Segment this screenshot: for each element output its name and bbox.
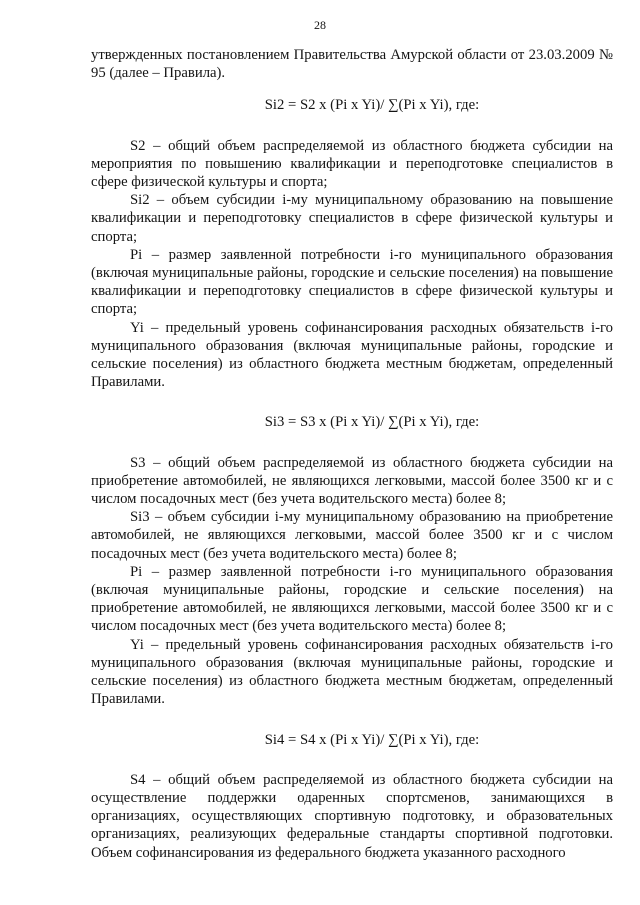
- formula-si4: Si4 = S4 x (Pi x Yi)/ ∑(Pi x Yi), где:: [264, 731, 480, 748]
- definition-si2: Si2 – объем субсидии i-му муниципальному образованию на повышение квалификации и переподготовку специалистов в сфере физической культуры и спорта;: [91, 192, 613, 245]
- formula-si2: Si2 = S2 x (Pi x Yi)/ ∑(Pi x Yi), где:: [264, 97, 480, 114]
- intro-paragraph: утвержденных постановлением Правительства Амурской области от 23.03.2009 № 95 (далее – Правила).: [91, 47, 613, 82]
- definition-s2: S2 – общий объем распределяемой из областного бюджета субсидии на мероприятия по повышению квалификации и переподготовке специалистов в сфере физической культуры и спорта;: [91, 137, 613, 191]
- definition-yi: Yi – предельный уровень софинансирования расходных обязательств i-го муниципального образования (включая муниципальные районы, городские и сельские поселения) из областного бюджета местным бюджетам, определенный Правилами.: [91, 319, 613, 391]
- definition-pi: Pi – размер заявленной потребности i-го муниципального образования (включая муниципальные районы, городские и сельские поселения) на приобретение автомобилей, не являющихся легковыми, массой более 3500 кг и с числом посадочных мест (без учета водительского места) более 8;: [91, 563, 613, 635]
- page-number: 28: [314, 18, 326, 32]
- definition-si3: Si3 – объем субсидии i-му муниципальному образованию на приобретение автомобилей, не являющихся легковыми, массой более 3500 кг и с числом посадочных мест (без учета водительского места) более 8;: [91, 509, 613, 562]
- definition-s3: S3 – общий объем распределяемой из областного бюджета субсидии на приобретение автомобилей, не являющихся легковыми, массой более 3500 кг и с числом посадочных мест (без учета водительского места) более 8;: [91, 454, 613, 508]
- definition-yi: Yi – предельный уровень софинансирования расходных обязательств i-го муниципального образования (включая муниципальные районы, городские и сельские поселения) из областного бюджета местным бюджетам, определенный Правилами.: [91, 636, 613, 708]
- definition-s4: S4 – общий объем распределяемой из областного бюджета субсидии на осуществление поддержки одаренных спортсменов, занимающихся в организациях, осуществляющих спортивную подготовку, и образовательных организациях, реализующих федеральные стандарты спортивной подготовки. Объем софинансирования из федерального бюджета указанного расходного: [91, 771, 613, 861]
- document-body: [91, 46, 613, 862]
- formula-si3: Si3 = S3 x (Pi x Yi)/ ∑(Pi x Yi), где:: [264, 414, 480, 431]
- definition-pi: Pi – размер заявленной потребности i-го муниципального образования (включая муниципальные районы, городские и сельские поселения) на повышение квалификации и переподготовку специалистов в сфере физической культуры и спорта;: [91, 246, 613, 318]
